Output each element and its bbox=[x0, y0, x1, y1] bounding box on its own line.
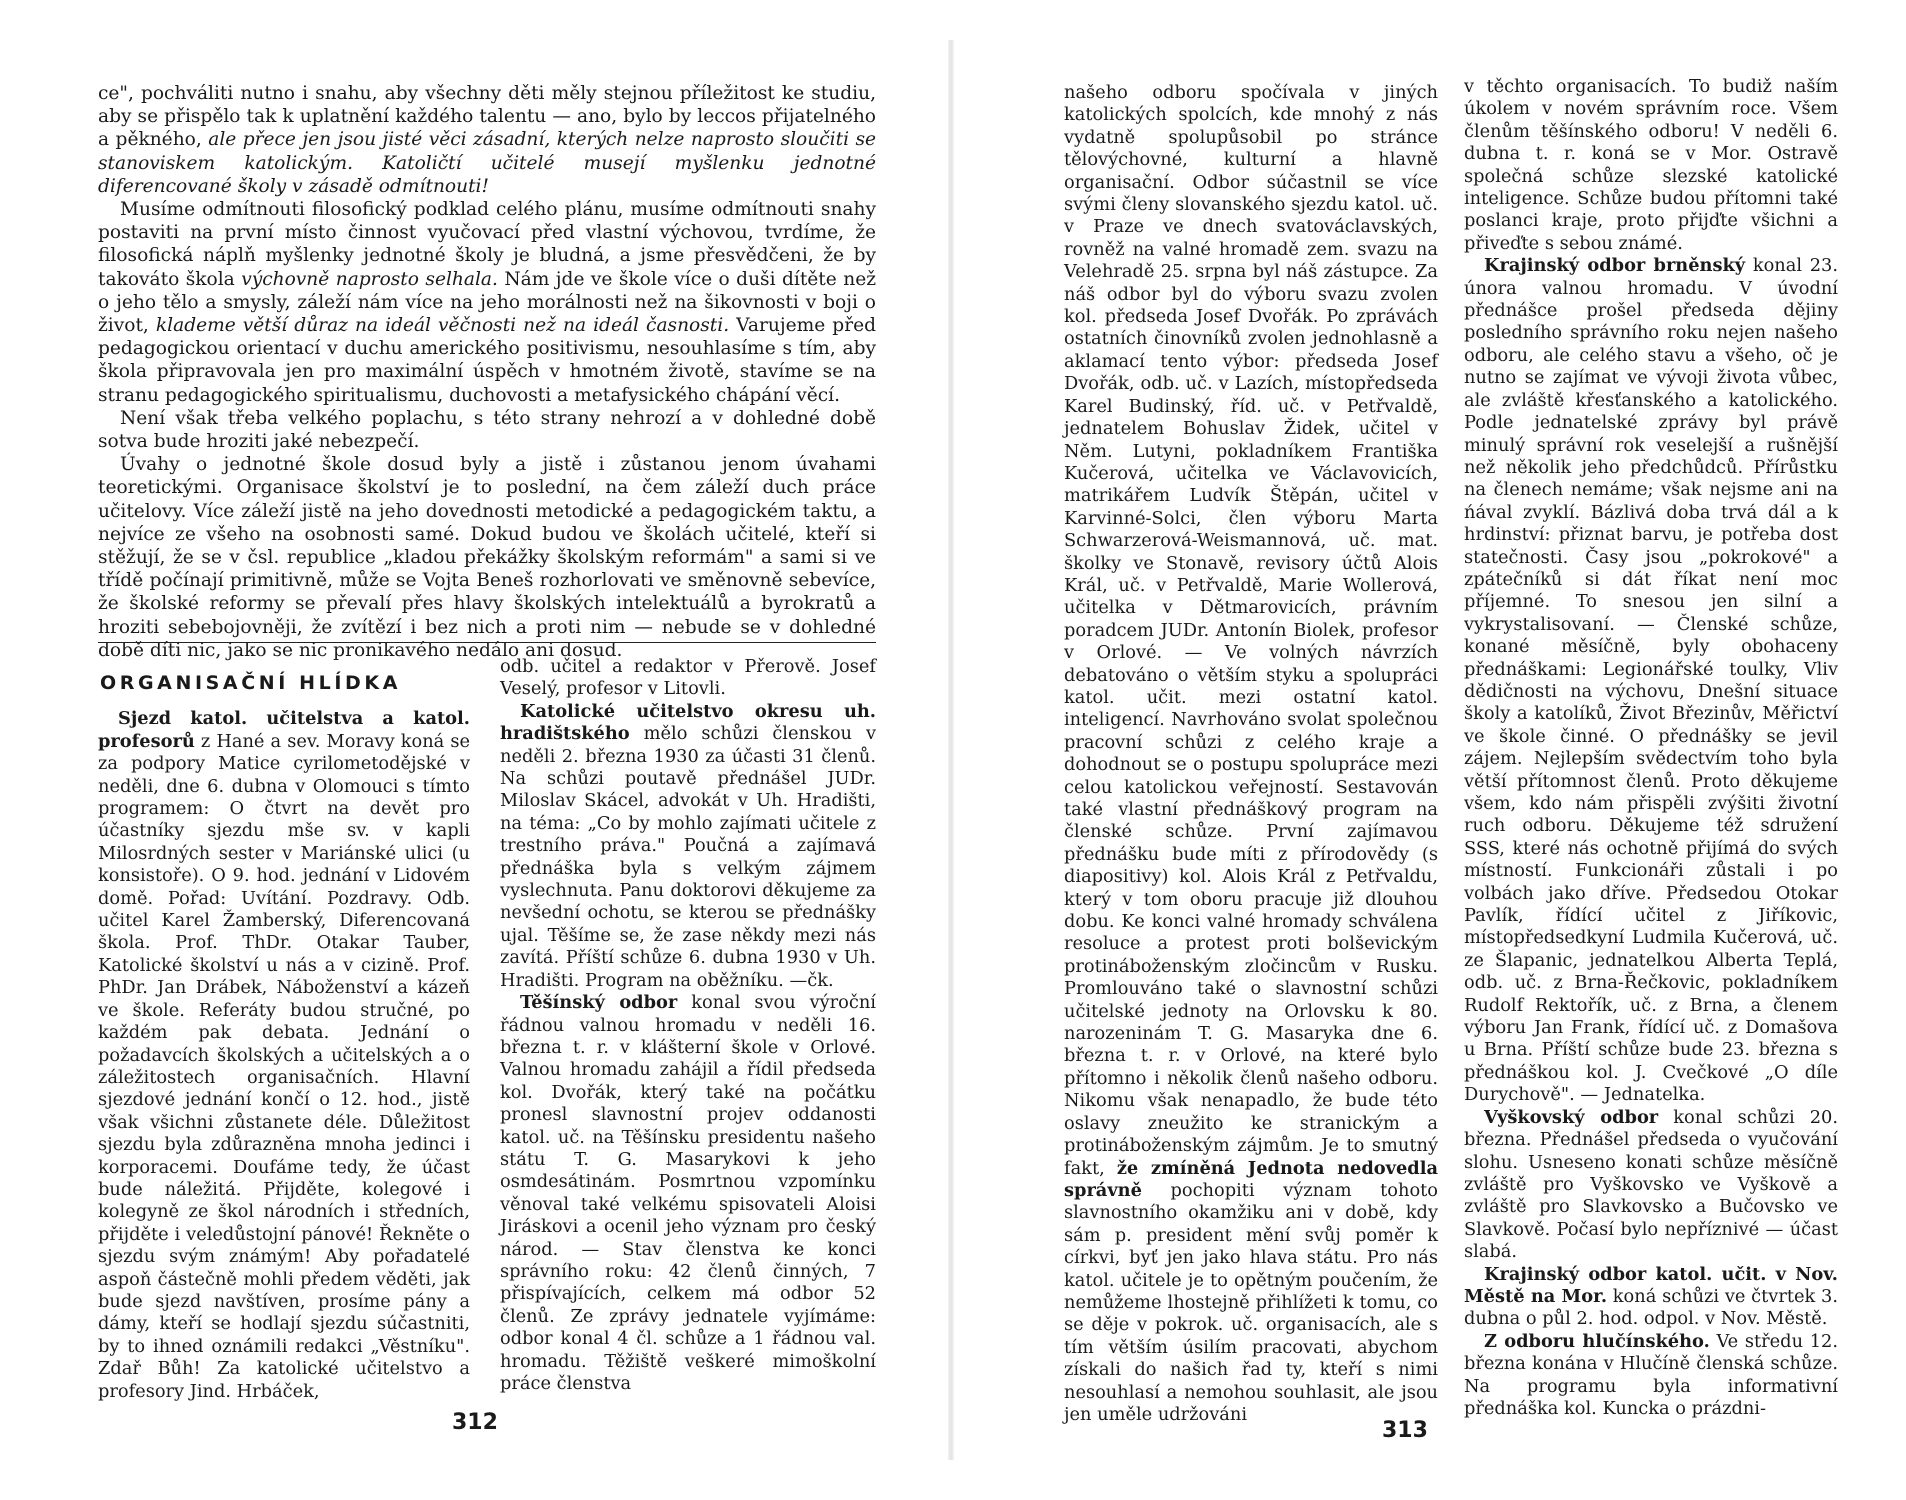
essay-paragraph-4: Úvahy o jednotné škole dosud byly a jistě i zůstanou jenom úvahami teoretickými. Organisace školství je to poslední, na čem záleží duch práce učitelovy. Více záleží jistě na jeho dovednosti metodické a pedagogickém taktu, a nejvíce ze všeho na osobnosti samé. Dokud budou ve školách učitelé, kteří si stěžují, že se v čsl. republice „kladou překážky školským reformám" a sami si ve třídě počínají primitivně, může se Vojta Beneš rozhorlovati ve směnovně sebevíce, že školské reformy se převalí přes hlavy školských intelektuálů a byrokratů a hroziti sebebojovněji, že zvítězí i bez nich a proti nim — nebude se v dohledné době díti nic, jako se nic pronikavého nedálo ani dosud. bbox=[98, 454, 876, 661]
page-number-left: 312 bbox=[452, 1410, 498, 1435]
article-tesinsky-odbor: Těšínský odbor konal svou výroční řádnou valnou hromadu v neděli 16. března t. r. v klášterní škole v Orlové. Valnou hromadu zahájil a řídil předseda kol. Dvořák, který také na počátku pronesl slavnostní projev oddanosti katol. uč. na Těšínsku presidentu našeho státu T. G. Masarykovi k jeho osmdesátinám. Posmrtnou vzpomínku věnoval také velkému spisovateli Aloisi Jiráskovi a ocenil jeho význam pro český národ. — Stav členstva ke konci správního roku: 42 členů činných, 7 přispívajících, celkem má odbor 52 členů. Ze zprávy jednatele vyjímáme: odbor konal 4 čl. schůze a 1 řádnou val. hromadu. Těžiště veškeré mimoškolní práce členstva bbox=[500, 992, 876, 1394]
right-column-1 bbox=[1064, 82, 1438, 1426]
essay-paragraph-3: Není však třeba velkého poplachu, s této strany nehrozí a v dohledné době sotva bude hroziti jaké nebezpečí. bbox=[98, 407, 876, 453]
page-number-right: 313 bbox=[1382, 1418, 1428, 1443]
essay-paragraph-1: ce", pochváliti nutno i snahu, aby všechny děti měly stejnou příležitost ke studiu, aby se přispělo tak k uplatnění každého talentu — ano, bylo by leccos přijatelného a pěkného, ale přece jen jsou jisté věci zásadní, kterých nelze naprosto sloučiti se stanoviskem katolickým. Katoličtí učitelé musejí myšlenku jednotné diferencované školy v zásadě odmítnouti! bbox=[98, 83, 877, 197]
article-brnensky-odbor: Krajinský odbor brněnský konal 23. února valnou hromadu. V úvodní přednášce prošel předseda dějiny posledního správního roku nejen našeho odboru, ale celého stavu a všeho, oč je nutno se zajímat ve vývoji života vůbec, ale zvláště křesťanského a katolického. Podle jednatelské zprávy byl právě minulý správní rok veselejší a rušnější než několik jeho předchůdců. Přírůstku na členech nemáme; však nejsme ani na ńával zvyklí. Bázlivá doba trvá dál a k hrdinství: přiznat barvu, je potřeba dost statečnosti. Časy jsou „pokrokové" a zpátečníků si dát říkat není moc příjemné. To snesou jen silní a vykrystalisovaní. — Členské schůze, konané měsíčně, byly obohaceny přednáškami: Legionářské toulky, Vliv dědičnosti na výchovu, Dnešní situace školy a katolíků, Život Březinův, Měřictví ve škole činné. O přednášky se jevil zájem. Nejlepším svědectvím toho byla větší přítomnost členů. Proto děkujeme všem, kdo nám přispěli zvýšiti životní ruch odboru. Děkujeme též sdružení SSS, které nás ochotně přijímá do svých místností. Funkcionáři zůstali i po volbách jako dříve. Předsedou Otokar Pavlík, řídící učitel z Jiříkovic, místopředsedkyní Ludmila Kučerová, uč. ze Šlapanic, jednatelkou Alberta Teplá, odb. uč. z Brna-Řečkovic, pokladníkem Rudolf Rektořík, uč. z Brna, a členem výboru Jan Frank, řídící uč. z Domašova u Brna. Příští schůze bude 23. března s přednáškou kol. J. Cvečkové „O díle Durychově". — Jednatelka. bbox=[1464, 255, 1838, 1106]
right-column-2 bbox=[1464, 76, 1838, 1420]
article-vyskovsky-odbor: Vyškovský odbor konal schůzi 20. března. Přednášel předseda o vyučování slohu. Usneseno konati schůze měsíčně zvláště pro Vyškovsko ve Vyškově a zvláště pro Slavkovsko a Bučovsko ve Slavkově. Počasí bylo nepříznivé — účast slabá. bbox=[1464, 1106, 1838, 1263]
article-nove-mesto: Krajinský odbor katol. učit. v Nov. Městě na Mor. koná schůzi ve čtvrtek 3. dubna o půl 2. hod. odpol. v Nov. Městě. bbox=[1464, 1263, 1838, 1330]
article-tesinsky-end: v těchto organisacích. To budiž naším úkolem v novém správním roce. Všem členům těšínského odboru! V neděli 6. dubna t. r. koná se v Mor. Ostravě společná schůze slezské katolické inteligence. Schůze budou přítomni také poslanci kraje, proto přijďte všichni a přiveďte s sebou známé. bbox=[1464, 76, 1838, 254]
essay-conclusion bbox=[98, 82, 876, 662]
article-sjezd-continued: odb. učitel a redaktor v Přerově. Josef Veselý, profesor v Litovli. bbox=[500, 656, 876, 700]
section-heading: ORGANISAČNÍ HLÍDKA bbox=[100, 672, 402, 694]
left-column-1 bbox=[98, 666, 470, 1403]
article-hlucinsky-odbor: Z odboru hlučínského. Ve středu 12. března konána v Hlučíně členská schůze. Na programu byla informativní přednáška kol. Kuncka o prázdni- bbox=[1464, 1330, 1838, 1419]
article-tesinsky-continued: našeho odboru spočívala v jiných katolických spolcích, kde mnohý z nás vydatně spolupůsobil po stránce tělovýchovné, kulturní a hlavně organisační. Odbor súčastnil se více svými členy slovanského sjezdu katol. uč. v Praze ve dnech svatováclavských, rovněž na valné hromadě zem. svazu na Velehradě 25. srpna byl náš zástupce. Za náš odbor byl do výboru svazu zvolen kol. předseda Josef Dvořák. Po zprávách ostatních činovníků zvolen jednohlasně a aklamací tento výbor: předseda Josef Dvořák, odb. uč. v Lazích, místopředseda Karel Budinský, říd. uč. v Petřvaldě, jednatelem Bohuslav Židek, učitel v Něm. Lutyni, pokladníkem Františka Kučerová, učitelka ve Václavovicích, matrikářem Ludvík Štěpán, učitel v Karvinné-Solci, člen výboru Marta Schwarzerová-Weismannová, uč. mat. školky ve Stonavě, revisory účtů Alois Král, uč. v Petřvaldě, Marie Wollerová, učitelka v Dětmarovicích, právním poradcem JUDr. Antonín Biolek, profesor v Orlové. — Ve volných návrzích debatováno o větším styku a spolupráci katol. učit. mezi ostatní katol. inteligencí. Navrhováno svolat společnou pracovní schůzi z celého kraje a dohodnout se o postupu spolupráce mezi celou katolickou veřejností. Sestavován také vlastní přednáškový program na členské schůze. První zajímavou přednášku bude míti z přírodovědy (s diapositivy) kol. Alois Král z Petřvaldu, který v tom oboru pracuje již dlouhou dobu. Ke konci valné hromady schválena resoluce a protest proti bolševickým protináboženským zločincům v Rusku. Promlouváno také o slavnostní schůzi učitelské jednoty na Orlovsku k 80. narozeninám T. G. Masaryka dne 6. března t. r. v Orlové, na které bylo přítomno i několik členů našeho odboru. Nikomu však nenapadlo, že bude této oslavy zneužito ke stranickým a protináboženským zájmům. Je to smutný fakt, že zmíněná Jednota nedovedla správně pochopiti význam tohoto slavnostního okamžiku ani v době, kdy sám p. president mění svůj poměr k církvi, byť jen jako hlava státu. Pro nás katol. učitele je to opětným poučením, že nemůžeme lhostejně přihlížeti k tomu, co se děje v pokrok. uč. organisacích, ale s tím větším úsilím pracovati, abychom získali do našich řad ty, kteří s nimi nesouhlasí a nemohou souhlasit, ale jsou jen uměle udržováni bbox=[1064, 82, 1438, 1425]
article-uh-hradiste: Katolické učitelstvo okresu uh. hradištského mělo schůzi členskou v neděli 2. března 1930 za účasti 31 členů. Na schůzi poutavě přednášel JUDr. Miloslav Skácel, advokát v Uh. Hradišti, na téma: „Co by mohlo zajímati učitele z trestního práva." Poučná a zajímavá přednáška byla s velkým zájmem vyslechnuta. Panu doktorovi děkujeme za nevšední ochotu, se kterou se přednášky ujal. Těšíme se, že zase někdy mezi nás zavítá. Příští schůze 6. dubna 1930 v Uh. Hradišti. Program na oběžníku. —čk. bbox=[500, 700, 876, 991]
left-column-2 bbox=[500, 656, 876, 1395]
essay-paragraph-2: Musíme odmítnouti filosofický podklad celého plánu, musíme odmítnouti snahy postaviti na první místo činnost vyučovací před vlastní výchovou, tvrdíme, že filosofická náplň myšlenky jednotné školy je bludná, a jsme přesvědčeni, že by takováto škola výchovně naprosto selhala. Nám jde ve škole více o duši dítěte než o jeho tělo a smysly, záleží nám více na jeho morálnosti než na šikovnosti v boji o život, klademe větší důraz na ideál věčnosti než na ideál časnosti. Varujeme před pedagogickou orientací v duchu amerického positivismu, nesouhlasíme s tím, aby škola připravovala jen pro maximální úspěch v hmotném životě, stavíme se na stranu pedagogického spiritualismu, duchovosti a metafysického chápání věcí. bbox=[98, 199, 877, 406]
section-divider bbox=[98, 642, 876, 643]
article-sjezd: Sjezd katol. učitelstva a katol. profesorů z Hané a sev. Moravy koná se za podpory Matice cyrilometodějské v neděli, dne 6. dubna v Olomouci s tímto programem: O čtvrt na devět pro účastníky sjezdu mše sv. v kapli Milosrdných sester v Mariánské ulici (u konsistoře). O 9. hod. jednání v Lidovém domě. Pořad: Uvítání. Pozdravy. Odb. učitel Karel Žamberský, Diferencovaná škola. Prof. ThDr. Otakar Tauber, Katolické školství u nás a v cizině. Prof. PhDr. Jan Drábek, Náboženství a kázeň ve škole. Referáty budou stručné, po každém pak debata. Jednání o požadavcích školských a učitelských a o záležitostech organisačních. Hlavní sjezdové jednání končí o 12. hod., jistě však všichni zůstanete déle. Důležitost sjezdu byla zdůrazněna mnoha jedinci i korporacemi. Doufáme tedy, že účast bude náležitá. Přijděte, kolegové i kolegyně ze škol národních i středních, přijděte i veledůstojní pánové! Řekněte o sjezdu svým známým! Aby pořadatelé aspoň částečně mohli předem věděti, jak bude sjezd navštíven, prosíme pány a dámy, kteří se hodlají sjezdu súčastniti, by to ihned oznámili redakci „Věstníku". Zdař Bůh! Za katolické učitelstvo a profesory Jind. Hrbáček, bbox=[98, 708, 470, 1402]
right-page bbox=[960, 0, 1906, 1500]
